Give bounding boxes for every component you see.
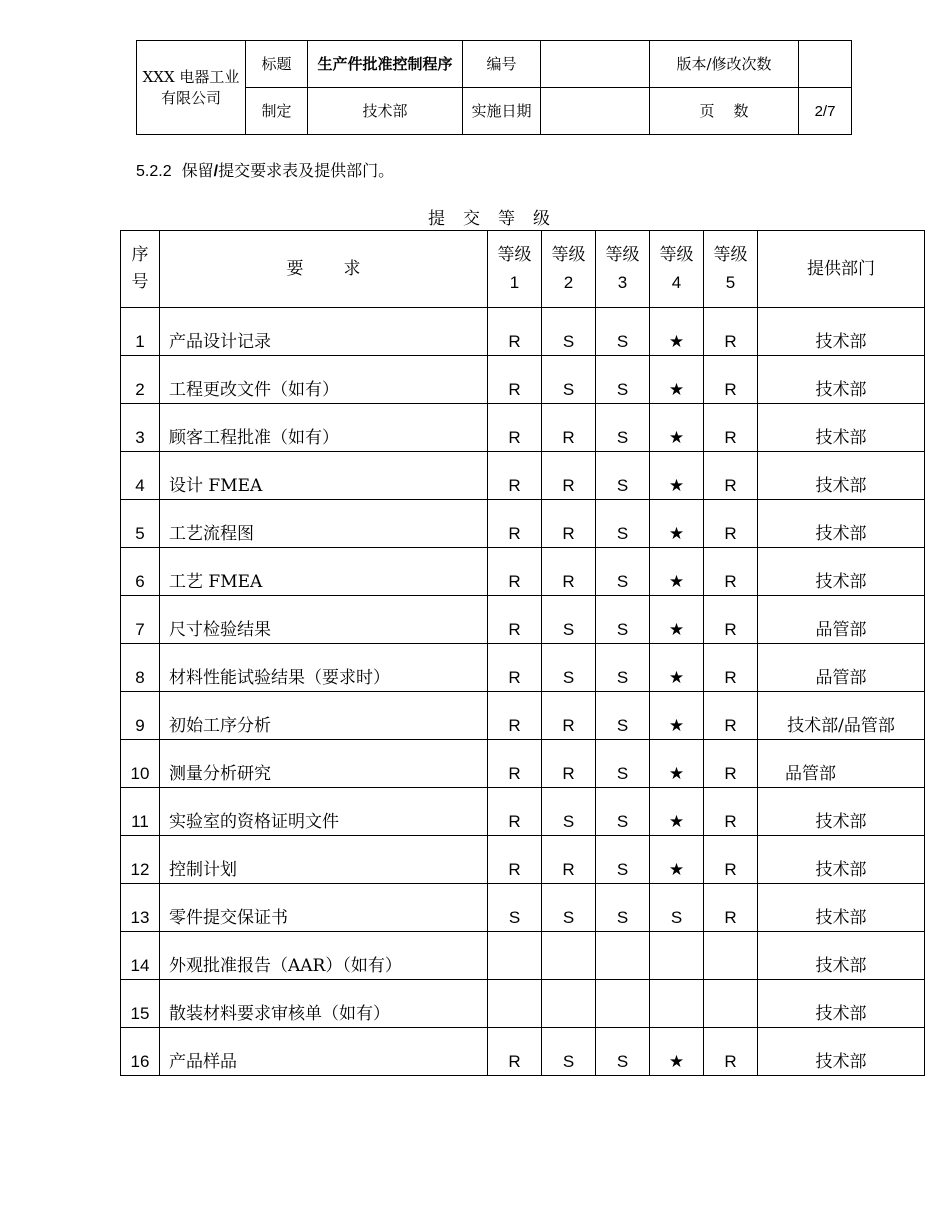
row-level-2: S xyxy=(542,1028,596,1076)
header-level-2: 等级 2 xyxy=(542,231,596,308)
row-number: 3 xyxy=(121,404,160,452)
row-level-3: S xyxy=(596,596,650,644)
row-level-5: R xyxy=(704,308,758,356)
row-requirement: 散装材料要求审核单（如有） xyxy=(160,980,488,1028)
header-level-3: 等级 3 xyxy=(596,231,650,308)
row-level-2: S xyxy=(542,788,596,836)
table-header-row xyxy=(121,231,925,308)
table-row xyxy=(121,644,925,692)
row-level-2: R xyxy=(542,548,596,596)
row-number: 10 xyxy=(121,740,160,788)
company-name: XXX 电器工业有限公司 xyxy=(137,41,246,135)
title-label: 标题 xyxy=(246,41,308,88)
row-level-4: ★ xyxy=(650,404,704,452)
row-level-5: R xyxy=(704,884,758,932)
row-dept: 技术部 xyxy=(758,980,925,1028)
row-level-1: R xyxy=(488,692,542,740)
row-requirement: 产品样品 xyxy=(160,1028,488,1076)
row-number: 8 xyxy=(121,644,160,692)
row-level-5: R xyxy=(704,836,758,884)
row-level-4: ★ xyxy=(650,548,704,596)
row-level-3: S xyxy=(596,548,650,596)
row-number: 14 xyxy=(121,932,160,980)
row-number: 1 xyxy=(121,308,160,356)
row-dept: 技术部 xyxy=(758,884,925,932)
row-level-5: R xyxy=(704,596,758,644)
row-level-2: S xyxy=(542,308,596,356)
submission-level-table xyxy=(120,230,925,1076)
row-level-2 xyxy=(542,932,596,980)
row-level-1 xyxy=(488,980,542,1028)
document-title: 生产件批准控制程序 xyxy=(308,41,463,88)
header-no: 序 号 xyxy=(121,231,160,308)
row-level-5: R xyxy=(704,356,758,404)
row-level-4: ★ xyxy=(650,836,704,884)
row-level-3: S xyxy=(596,452,650,500)
table-row xyxy=(121,548,925,596)
row-requirement: 顾客工程批准（如有） xyxy=(160,404,488,452)
row-requirement: 测量分析研究 xyxy=(160,740,488,788)
row-level-1: R xyxy=(488,1028,542,1076)
row-requirement: 产品设计记录 xyxy=(160,308,488,356)
row-number: 6 xyxy=(121,548,160,596)
row-number: 11 xyxy=(121,788,160,836)
row-number: 16 xyxy=(121,1028,160,1076)
page-value: 2/7 xyxy=(799,88,852,135)
row-level-5: R xyxy=(704,692,758,740)
row-requirement: 零件提交保证书 xyxy=(160,884,488,932)
row-level-1: R xyxy=(488,548,542,596)
header-level-5: 等级 5 xyxy=(704,231,758,308)
row-level-3: S xyxy=(596,404,650,452)
row-level-4: ★ xyxy=(650,308,704,356)
row-level-1: R xyxy=(488,356,542,404)
table-row xyxy=(121,1028,925,1076)
row-level-3 xyxy=(596,932,650,980)
row-dept: 技术部 xyxy=(758,1028,925,1076)
row-level-5: R xyxy=(704,788,758,836)
row-level-2: R xyxy=(542,500,596,548)
row-requirement: 材料性能试验结果（要求时） xyxy=(160,644,488,692)
table-row xyxy=(121,500,925,548)
table-row xyxy=(121,308,925,356)
row-requirement: 实验室的资格证明文件 xyxy=(160,788,488,836)
section-number: 5.2.2 xyxy=(136,163,172,180)
header-dept: 提供部门 xyxy=(758,231,925,308)
row-requirement: 外观批准报告（AAR）（如有） xyxy=(160,932,488,980)
row-number: 2 xyxy=(121,356,160,404)
row-level-1: R xyxy=(488,452,542,500)
row-level-5: R xyxy=(704,404,758,452)
row-level-3: S xyxy=(596,692,650,740)
row-level-4: ★ xyxy=(650,500,704,548)
row-level-4: ★ xyxy=(650,788,704,836)
row-number: 4 xyxy=(121,452,160,500)
row-requirement: 设计 FMEA xyxy=(160,452,488,500)
row-level-1: R xyxy=(488,308,542,356)
impl-date-label: 实施日期 xyxy=(463,88,541,135)
table-row xyxy=(121,692,925,740)
row-dept: 品管部 xyxy=(758,644,925,692)
code-value xyxy=(541,41,650,88)
row-level-2: S xyxy=(542,596,596,644)
row-dept: 技术部 xyxy=(758,404,925,452)
row-dept: 技术部 xyxy=(758,836,925,884)
row-level-4 xyxy=(650,932,704,980)
row-level-4: ★ xyxy=(650,692,704,740)
table-row xyxy=(121,452,925,500)
row-level-4: ★ xyxy=(650,596,704,644)
row-number: 12 xyxy=(121,836,160,884)
row-level-3: S xyxy=(596,836,650,884)
row-level-4: ★ xyxy=(650,452,704,500)
row-level-1 xyxy=(488,932,542,980)
row-dept: 技术部 xyxy=(758,548,925,596)
made-by-label: 制定 xyxy=(246,88,308,135)
table-row xyxy=(121,356,925,404)
row-number: 13 xyxy=(121,884,160,932)
row-level-5 xyxy=(704,932,758,980)
table-caption: 提交等级 xyxy=(428,209,568,229)
row-level-4: ★ xyxy=(650,1028,704,1076)
page-label: 页 数 xyxy=(650,88,799,135)
row-level-3: S xyxy=(596,884,650,932)
row-level-5: R xyxy=(704,452,758,500)
row-number: 5 xyxy=(121,500,160,548)
row-level-3: S xyxy=(596,308,650,356)
table-row xyxy=(121,788,925,836)
row-number: 15 xyxy=(121,980,160,1028)
row-level-5 xyxy=(704,980,758,1028)
row-dept: 技术部 xyxy=(758,932,925,980)
row-level-5: R xyxy=(704,548,758,596)
header-level-4: 等级 4 xyxy=(650,231,704,308)
version-label: 版本/修改次数 xyxy=(650,41,799,88)
section-slash: / xyxy=(213,163,219,180)
row-level-2: S xyxy=(542,644,596,692)
impl-date-value xyxy=(541,88,650,135)
table-row xyxy=(121,932,925,980)
header-requirement: 要求 xyxy=(160,231,488,308)
row-level-1: R xyxy=(488,740,542,788)
row-level-2: R xyxy=(542,740,596,788)
table-row xyxy=(121,740,925,788)
row-level-3: S xyxy=(596,1028,650,1076)
row-level-2: R xyxy=(542,452,596,500)
row-level-4: S xyxy=(650,884,704,932)
row-level-4: ★ xyxy=(650,740,704,788)
section-heading xyxy=(136,160,394,183)
version-value xyxy=(799,41,852,88)
row-level-5: R xyxy=(704,500,758,548)
row-dept: 技术部 xyxy=(758,308,925,356)
row-level-1: R xyxy=(488,836,542,884)
row-level-1: R xyxy=(488,404,542,452)
row-level-3: S xyxy=(596,788,650,836)
row-requirement: 初始工序分析 xyxy=(160,692,488,740)
row-level-2: R xyxy=(542,692,596,740)
row-requirement: 工艺流程图 xyxy=(160,500,488,548)
table-row xyxy=(121,596,925,644)
row-level-3: S xyxy=(596,740,650,788)
row-level-3: S xyxy=(596,500,650,548)
row-dept: 技术部 xyxy=(758,500,925,548)
row-level-5: R xyxy=(704,644,758,692)
header-level-1: 等级 1 xyxy=(488,231,542,308)
row-level-3: S xyxy=(596,356,650,404)
row-level-2: R xyxy=(542,404,596,452)
document-header-table xyxy=(136,40,852,135)
row-dept: 技术部 xyxy=(758,356,925,404)
row-dept: 技术部 xyxy=(758,788,925,836)
row-level-3: S xyxy=(596,644,650,692)
row-dept: 品管部 xyxy=(758,740,925,788)
row-level-5: R xyxy=(704,740,758,788)
section-text-after: 提交要求表及提供部门。 xyxy=(218,161,395,180)
made-by-value: 技术部 xyxy=(308,88,463,135)
row-level-5: R xyxy=(704,1028,758,1076)
row-level-1: R xyxy=(488,644,542,692)
row-level-1: R xyxy=(488,500,542,548)
table-row xyxy=(121,884,925,932)
row-dept: 技术部 xyxy=(758,452,925,500)
code-label: 编号 xyxy=(463,41,541,88)
section-text-before: 保留 xyxy=(181,161,214,180)
table-row xyxy=(121,404,925,452)
row-level-1: R xyxy=(488,596,542,644)
row-dept: 品管部 xyxy=(758,596,925,644)
row-dept: 技术部/品管部 xyxy=(758,692,925,740)
row-level-2: S xyxy=(542,356,596,404)
row-level-1: S xyxy=(488,884,542,932)
row-level-4 xyxy=(650,980,704,1028)
row-level-2: R xyxy=(542,836,596,884)
row-level-2: S xyxy=(542,884,596,932)
row-level-4: ★ xyxy=(650,356,704,404)
row-requirement: 尺寸检验结果 xyxy=(160,596,488,644)
row-requirement: 控制计划 xyxy=(160,836,488,884)
row-level-3 xyxy=(596,980,650,1028)
row-level-2 xyxy=(542,980,596,1028)
row-number: 9 xyxy=(121,692,160,740)
row-requirement: 工艺 FMEA xyxy=(160,548,488,596)
row-requirement: 工程更改文件（如有） xyxy=(160,356,488,404)
row-number: 7 xyxy=(121,596,160,644)
row-level-1: R xyxy=(488,788,542,836)
table-row xyxy=(121,836,925,884)
row-level-4: ★ xyxy=(650,644,704,692)
table-row xyxy=(121,980,925,1028)
